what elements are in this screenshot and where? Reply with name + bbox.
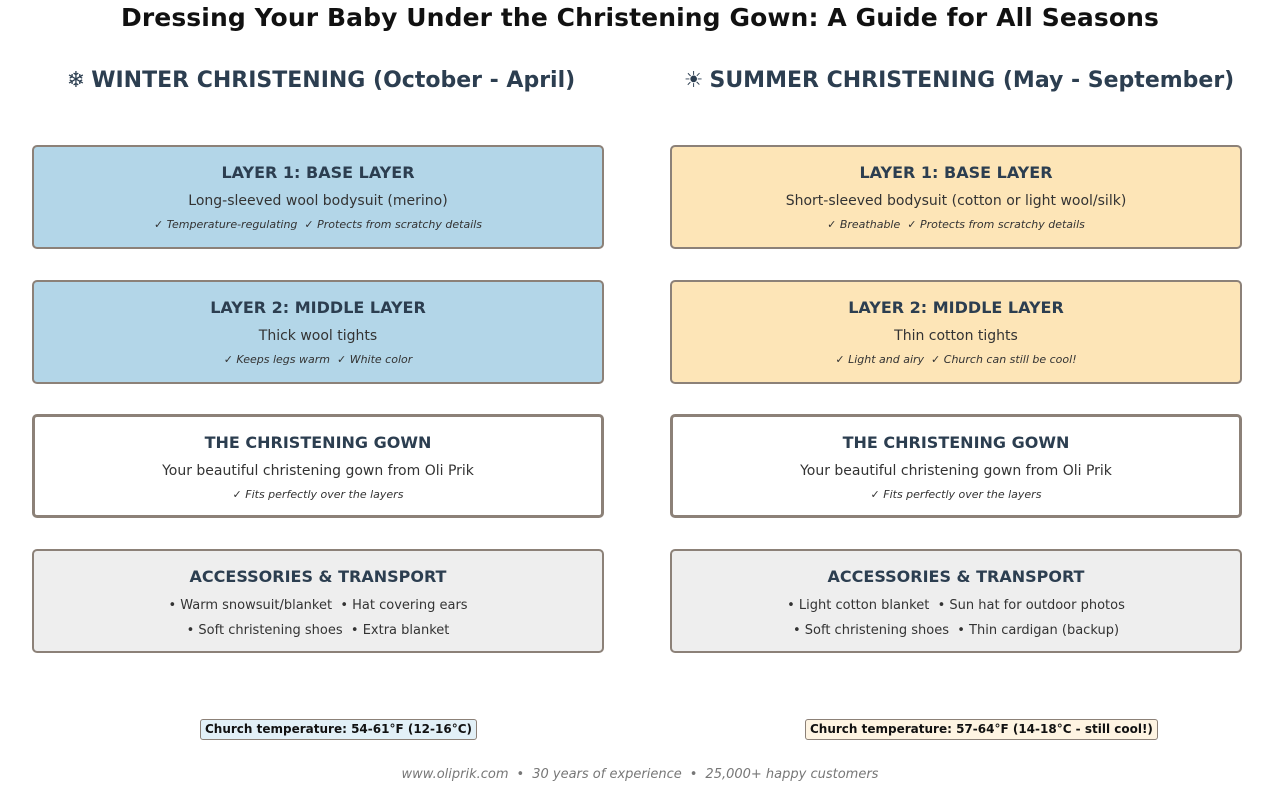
sun-icon: ☀ <box>683 68 704 93</box>
footer-experience: 30 years of experience <box>532 767 682 782</box>
summer-heading-label: SUMMER CHRISTENING (May - September) <box>709 68 1235 93</box>
footer-customers: 25,000+ happy customers <box>705 767 879 782</box>
winter-accessories-card <box>32 549 604 653</box>
summer-base-layer-card <box>670 145 1242 249</box>
footer-separator: • <box>689 767 698 782</box>
winter-heading-label: WINTER CHRISTENING (October - April) <box>91 68 576 93</box>
card-title: ACCESSORIES & TRANSPORT <box>189 567 447 586</box>
winter-gown-card <box>32 414 604 518</box>
accessories-line-2: • Soft christening shoes • Extra blanket <box>186 623 450 638</box>
summer-gown-card <box>670 414 1242 518</box>
winter-base-layer-card <box>32 145 604 249</box>
card-description: Your beautiful christening gown from Oli Prik <box>162 463 474 479</box>
card-title: ACCESSORIES & TRANSPORT <box>827 567 1085 586</box>
card-description: Short-sleeved bodysuit (cotton or light wool/silk) <box>785 193 1127 209</box>
summer-temperature-badge: Church temperature: 57-64°F (14-18°C - still cool!) <box>805 719 1158 740</box>
summer-accessories-card <box>670 549 1242 653</box>
footer-site-link[interactable]: www.oliprik.com <box>401 767 509 782</box>
summer-column-heading <box>639 68 1279 93</box>
card-notes: ✓ Fits perfectly over the layers <box>870 488 1042 501</box>
snowflake-icon: ❄ <box>66 68 86 93</box>
footer-separator: • <box>516 767 525 782</box>
card-title: LAYER 2: MIDDLE LAYER <box>210 298 426 317</box>
winter-column-heading <box>1 68 641 93</box>
card-notes: ✓ Breathable ✓ Protects from scratchy details <box>827 218 1085 231</box>
card-title: THE CHRISTENING GOWN <box>204 433 432 452</box>
card-title: LAYER 2: MIDDLE LAYER <box>848 298 1064 317</box>
accessories-line-1: • Light cotton blanket • Sun hat for outdoor photos <box>787 598 1125 613</box>
card-notes: ✓ Keeps legs warm ✓ White color <box>223 353 413 366</box>
winter-middle-layer-card <box>32 280 604 384</box>
accessories-line-1: • Warm snowsuit/blanket • Hat covering ears <box>168 598 468 613</box>
page-title: Dressing Your Baby Under the Christening Gown: A Guide for All Seasons <box>120 3 1159 32</box>
card-notes: ✓ Fits perfectly over the layers <box>232 488 404 501</box>
winter-temperature-badge: Church temperature: 54-61°F (12-16°C) <box>200 719 477 740</box>
card-description: Your beautiful christening gown from Oli Prik <box>800 463 1112 479</box>
card-description: Thick wool tights <box>258 328 378 344</box>
card-description: Thin cotton tights <box>894 328 1018 344</box>
card-title: LAYER 1: BASE LAYER <box>221 163 415 182</box>
card-notes: ✓ Light and airy ✓ Church can still be cool! <box>835 353 1077 366</box>
accessories-line-2: • Soft christening shoes • Thin cardigan (backup) <box>792 623 1120 638</box>
footer <box>0 767 1280 782</box>
card-description: Long-sleeved wool bodysuit (merino) <box>188 193 448 209</box>
card-notes: ✓ Temperature-regulating ✓ Protects from scratchy details <box>153 218 483 231</box>
card-title: LAYER 1: BASE LAYER <box>859 163 1053 182</box>
summer-middle-layer-card <box>670 280 1242 384</box>
card-title: THE CHRISTENING GOWN <box>842 433 1070 452</box>
